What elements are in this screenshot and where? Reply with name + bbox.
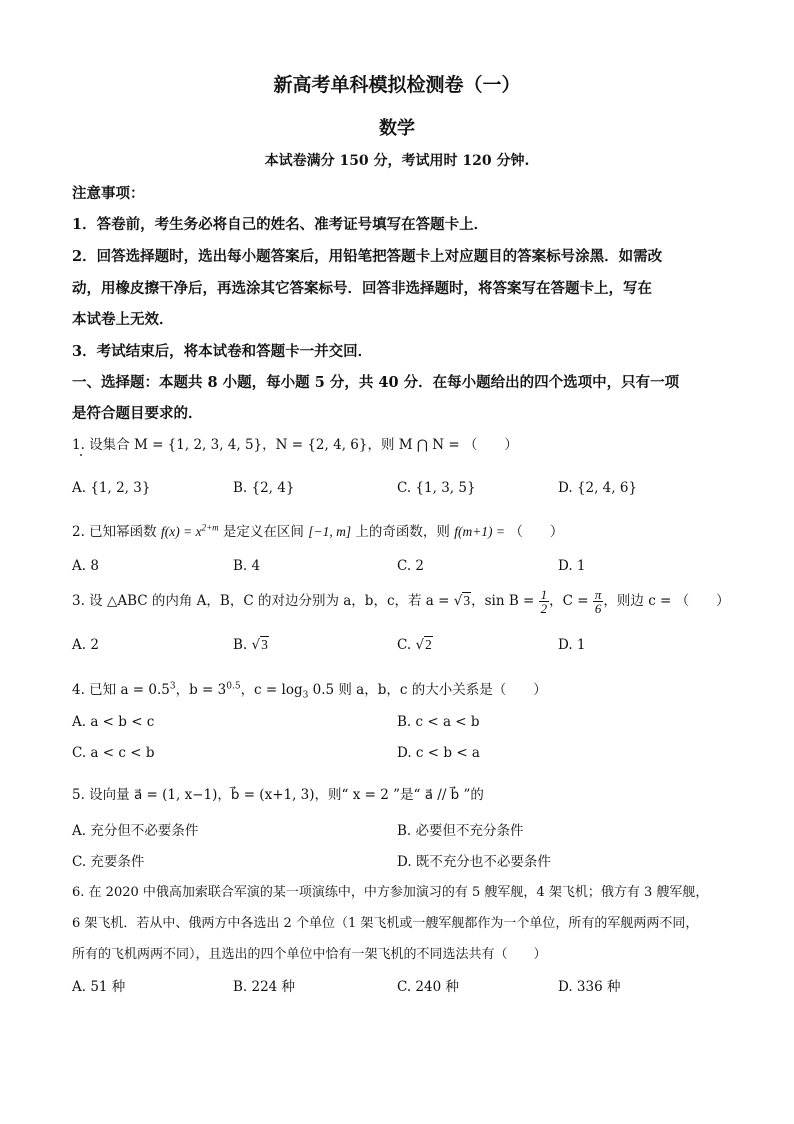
question-6-option-d: D. 336 种 — [558, 979, 621, 995]
question-2-text-a: 2. 已知幂函数 — [72, 524, 161, 540]
section-1-heading-line-2: 是符合题目要求的． — [72, 405, 203, 422]
question-3-option-d: D. 1 — [558, 637, 586, 653]
question-2-option-a: A. 8 — [72, 558, 99, 574]
question-5-option-a: A. 充分但不必要条件 — [72, 823, 199, 839]
exam-info: 本试卷满分 150 分，考试用时 120 分钟. — [264, 153, 530, 169]
question-1-option-a: A. {1, 2, 3} — [72, 480, 151, 496]
question-6-option-b: B. 224 种 — [233, 979, 296, 995]
question-4-option-d: D. c < b < a — [397, 745, 480, 761]
question-1-option-d: D. {2, 4, 6} — [558, 480, 638, 496]
question-3-option-c: C. √2 — [397, 637, 432, 653]
question-4-stem: 4. 已知 $a = 0.5^3$，$b = 3^{0.5}$，$c = \log_3 0.5$ 则 a，b，c 的大小关系是（ ） — [72, 681, 547, 701]
notes-item-3: 3．考试结束后，将本试卷和答题卡一并交回． — [72, 343, 373, 360]
question-3-sqrt: √3 — [453, 593, 471, 609]
question-3-option-a: A. 2 — [72, 637, 99, 653]
question-3-text-b: ，sin B = — [471, 593, 539, 609]
question-6-option-c: C. 240 种 — [397, 979, 459, 995]
subject-title: 数学 — [379, 118, 415, 139]
question-3-text-d: ，则边 c = （ ） — [603, 593, 730, 609]
question-3-fraction-half: $\frac{1}{2}$ — [540, 587, 548, 616]
question-1-option-c: C. {1, 3, 5} — [397, 480, 476, 496]
question-2-option-d: D. 1 — [558, 558, 586, 574]
question-4-option-c: C. a < c < b — [72, 745, 155, 761]
question-2-text-c: 上的奇函数，则 — [351, 524, 455, 540]
notes-item-2-line-3: 本试卷上无效． — [72, 311, 174, 328]
question-1-stem: 1. 设集合 M = {1, 2, 3, 4, 5}，N = {2, 4, 6}，则 M ⋂ N = （ ） — [72, 437, 518, 453]
question-5-option-d: D. 既不充分也不必要条件 — [397, 854, 551, 870]
question-2-stem — [72, 520, 563, 540]
question-3-option-b: B. √3 — [233, 637, 268, 653]
notes-item-2-line-1: 2．回答选择题时，选出每小题答案后，用铅笔把答题卡上对应题目的答案标号涂黑．如需改 — [72, 248, 663, 265]
question-6-option-a: A. 51 种 — [72, 979, 126, 995]
question-6-line-1: 6. 在 2020 中俄高加索联合军演的某一项演练中，中方参加演习的有 5 艘军舰，4 架飞机；俄方有 3 艘军舰， — [72, 885, 709, 900]
question-2-math-func: f(x) = x — [160, 524, 202, 539]
exam-title: 新高考单科模拟检测卷（一） — [273, 74, 521, 96]
question-3-stem — [72, 588, 730, 615]
question-2-text-d: （ ） — [505, 524, 564, 540]
stray-dot — [80, 454, 82, 456]
notes-item-2-line-2: 动，用橡皮擦干净后，再选涂其它答案标号．回答非选择题时，将答案写在答题卡上，写在 — [72, 280, 652, 297]
question-3-text-c: ，C = — [549, 593, 593, 609]
question-2-exponent: 2+m — [201, 522, 219, 533]
question-1-option-b: B. {2, 4} — [233, 480, 295, 496]
question-3-text-a: 3. 设 △ABC 的内角 A，B，C 的对边分别为 a，b，c，若 a = — [72, 593, 454, 609]
question-2-option-c: C. 2 — [397, 558, 425, 574]
question-3-fraction-pi: $\frac{\pi}{6}$ — [594, 587, 602, 616]
question-6-line-3: 所有的飞机两两不同），且选出的四个单位中恰有一架飞机的不同选法共有（ ） — [72, 947, 547, 962]
section-1-heading-line-1: 一、选择题：本题共 8 小题，每小题 5 分，共 40 分．在每小题给出的四个选项中，只有一项 — [72, 374, 680, 391]
notes-item-1: 1．答卷前，考生务必将自己的姓名、准考证号填写在答题卡上． — [72, 216, 489, 233]
question-2-math-value: f(m+1) = — [454, 524, 506, 539]
question-2-text-b: 是定义在区间 — [218, 524, 309, 540]
question-4-option-b: B. c < a < b — [397, 714, 480, 730]
notes-heading: 注意事项： — [72, 185, 145, 202]
question-5-option-c: C. 充要条件 — [72, 854, 145, 870]
question-2-option-b: B. 4 — [233, 558, 261, 574]
question-4-option-a: A. a < b < c — [72, 714, 155, 730]
question-5-option-b: B. 必要但不充分条件 — [397, 823, 524, 839]
question-2-math-interval: [−1, m] — [308, 524, 352, 539]
question-6-line-2: 6 架飞机．若从中、俄两方中各选出 2 个单位（1 架飞机或一艘军舰都作为一个单位，所有的军舰两两不同， — [72, 916, 699, 931]
question-5-stem: 5. 设向量 a⃗ = (1, x−1)，b⃗ = (x+1, 3)，则“ x = 2 ”是“ a⃗ // b⃗ ”的 — [72, 787, 484, 803]
